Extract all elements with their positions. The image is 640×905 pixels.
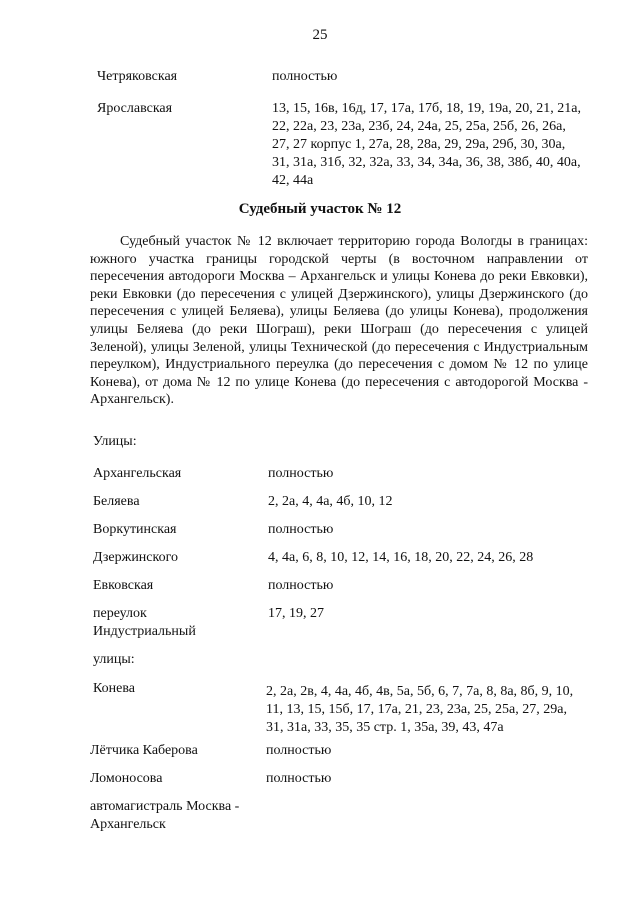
house-numbers: полностью (268, 466, 334, 481)
street-name: Лётчика Каберова (90, 743, 198, 758)
street-name: Ярославская (97, 101, 173, 116)
house-line: 13, 15, 16в, 16д, 17, 17а, 17б, 18, 19, 19а, 20, 21, 21а, (272, 101, 581, 116)
street-name-line: переулок (93, 606, 147, 621)
house-line: 31, 31а, 33, 35, 35 стр. 1, 35а, 39, 43, 47а (266, 720, 504, 735)
house-line: 22, 22а, 23, 23а, 23б, 24, 24а, 25, 25а, 25б, 26, 26а, (272, 119, 566, 134)
house-line: 2, 2а, 2в, 4, 4а, 4б, 4в, 5а, 5б, 6, 7, 7а, 8, 8а, 8б, 9, 10, (266, 684, 574, 699)
street-name: Ломоносова (90, 771, 163, 786)
house-numbers: 4, 4а, 6, 8, 10, 12, 14, 16, 18, 20, 22, 24, 26, 28 (268, 550, 534, 565)
street-name: Дзержинского (93, 550, 178, 565)
house-line: 27, 27 корпус 1, 27а, 28, 28а, 29, 29а, 29б, 30, 30а, (272, 137, 566, 152)
section-title: Судебный участок № 12 (238, 201, 402, 217)
street-name (93, 605, 196, 641)
street-name (90, 798, 239, 834)
streets-label: Улицы: (93, 434, 137, 449)
house-numbers: полностью (272, 69, 338, 84)
house-numbers (272, 100, 581, 190)
street-name-line: автомагистраль Москва - (90, 799, 240, 814)
streets-label-2: улицы: (93, 652, 135, 667)
house-numbers (266, 683, 573, 737)
street-name: Воркутинская (93, 522, 177, 537)
street-name: Беляева (93, 494, 140, 509)
street-name: Четряковская (97, 69, 178, 84)
house-numbers: полностью (266, 743, 332, 758)
street-name: Конева (93, 681, 135, 696)
house-numbers: полностью (266, 771, 332, 786)
house-numbers: полностью (268, 578, 334, 593)
street-name-line: Архангельск (90, 817, 166, 832)
house-line: 11, 13, 15, 15б, 17, 17а, 21, 23, 23а, 25, 25а, 27, 29а, (266, 702, 567, 717)
house-line: 31, 31а, 31б, 32, 32а, 33, 34, 34а, 36, 38, 38б, 40, 40а, (272, 155, 581, 170)
street-name: Архангельская (93, 466, 182, 481)
house-line: 42, 44а (272, 173, 314, 188)
house-numbers: полностью (268, 522, 334, 537)
house-numbers: 17, 19, 27 (268, 606, 324, 621)
house-numbers: 2, 2а, 4, 4а, 4б, 10, 12 (268, 494, 393, 509)
page-number: 25 (312, 27, 328, 43)
district-description: Судебный участок № 12 включает территорию города Вологды в границах: южного участка границы городской черты (в восточном направлении от пересечения автодороги Москва – Архангельск и улицы Конева до реки Евковки), реки Евковки (до пересечения с улицей Дзержинского), улицы Дзержинского (до пересечения с улицей Беляева), улицы Беляева (до улицы Конева), продолжения улицы Беляева (до реки Шограш), реки Шограш (до пересечения с улицей Зеленой), улицы Зеленой, улицы Технической (до пересечения с Индустриальным переулком), Индустриального переулка (до пересечения с домом № 12 по улице Конева), от дома № 12 по улице Конева (до пересечения с автодорогой Москва - Архангельск). (90, 234, 588, 408)
street-name-line: Индустриальный (93, 624, 196, 639)
street-name: Евковская (93, 578, 154, 593)
